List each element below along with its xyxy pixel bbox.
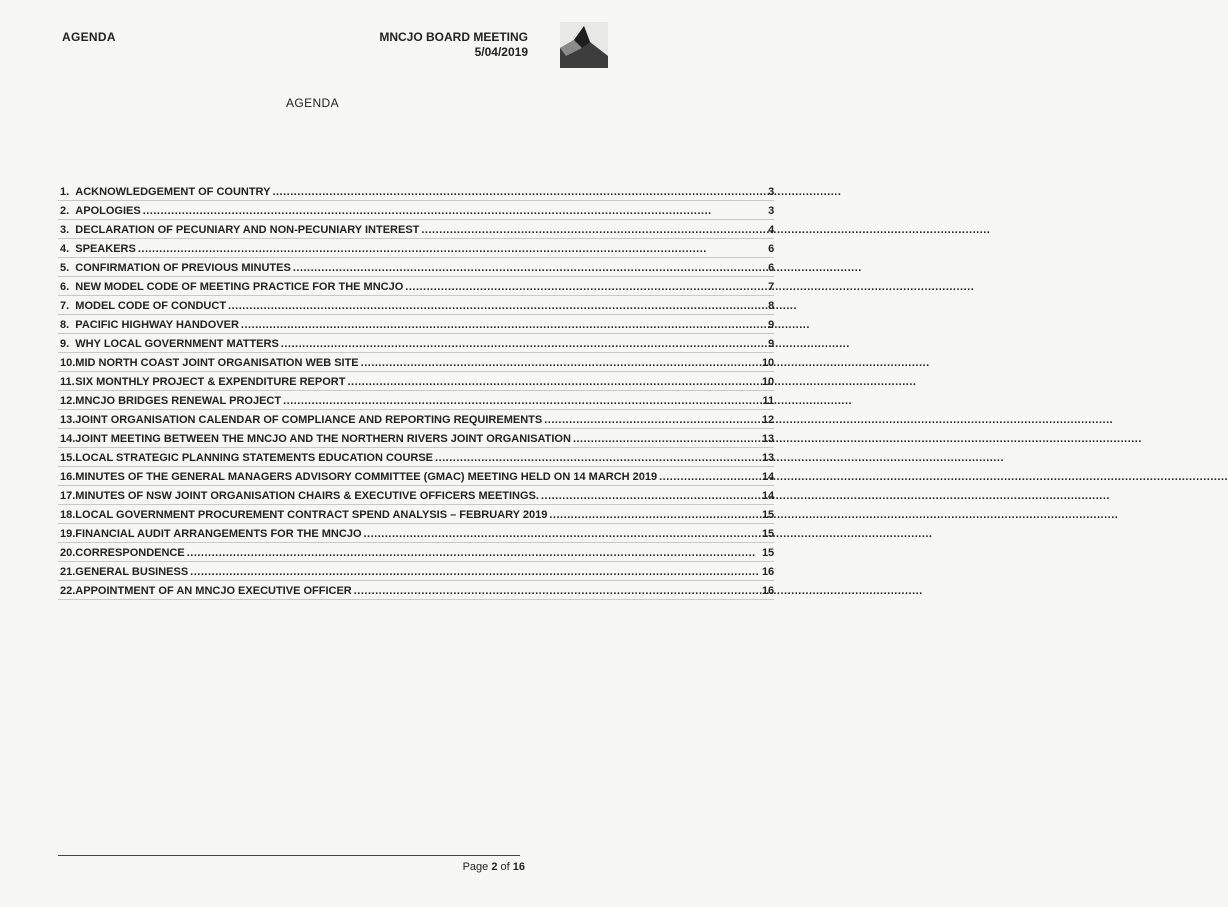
agenda-item-line (75, 395, 774, 407)
dot-leader (293, 262, 766, 274)
dot-leader (541, 490, 760, 502)
agenda-item-entry (75, 391, 774, 410)
agenda-item-number: 18. (58, 505, 75, 524)
agenda-item-entry (75, 429, 774, 448)
agenda-item (58, 524, 774, 543)
dot-leader (421, 224, 766, 236)
agenda-item (58, 562, 774, 581)
agenda-item (58, 467, 774, 486)
agenda-item-entry (75, 448, 774, 467)
agenda-item-entry (75, 182, 774, 201)
agenda-item (58, 391, 774, 410)
dot-leader (659, 471, 760, 483)
agenda-item-page: 6 (768, 243, 775, 255)
agenda-item-number: 7. (58, 296, 75, 315)
agenda-item-title: LOCAL GOVERNMENT PROCUREMENT CONTRACT SPEND ANALYSIS – FEBRUARY 2019 (75, 509, 548, 521)
agenda-item (58, 220, 774, 239)
agenda-item-entry (75, 296, 774, 315)
agenda-item-line (75, 490, 774, 502)
agenda-item-entry (75, 353, 774, 372)
agenda-item-title: FINANCIAL AUDIT ARRANGEMENTS FOR THE MNCJO (75, 528, 362, 540)
agenda-item-page: 15 (761, 547, 775, 559)
agenda-item-number: 4. (58, 239, 75, 258)
agenda-item-page: 10 (761, 357, 775, 369)
agenda-item-page: 12 (761, 414, 775, 426)
agenda-item-number: 3. (58, 220, 75, 239)
agenda-item-title: APOLOGIES (75, 205, 141, 217)
agenda-item-line (75, 186, 774, 198)
agenda-item-page: 11 (762, 395, 775, 407)
agenda-item-line (75, 262, 774, 274)
meeting-date: 5/04/2019 (474, 45, 528, 59)
page-number (463, 861, 525, 873)
agenda-item-number: 17. (58, 486, 75, 505)
agenda-item (58, 410, 774, 429)
dot-leader (405, 281, 766, 293)
mncjo-logo-icon (560, 22, 608, 68)
agenda-item-title: WHY LOCAL GOVERNMENT MATTERS (75, 338, 279, 350)
agenda-item-line (75, 281, 774, 293)
agenda-item-line (75, 452, 774, 464)
agenda-item-entry (75, 334, 774, 353)
agenda-item-page: 3 (768, 186, 775, 198)
agenda-item-number: 2. (58, 201, 75, 220)
dot-leader (187, 547, 760, 559)
agenda-item-page: 10 (761, 376, 775, 388)
agenda-item-page: 15 (761, 509, 775, 521)
agenda-item-line (75, 414, 774, 426)
total-pages: 16 (512, 861, 525, 873)
agenda-item-number: 22. (58, 581, 75, 600)
agenda-item-entry (75, 581, 774, 600)
agenda-item-line (75, 433, 774, 445)
agenda-item-number: 11. (58, 372, 75, 391)
agenda-item-page: 14 (761, 471, 775, 483)
agenda-item-title: SPEAKERS (75, 243, 136, 255)
header-right (379, 30, 528, 60)
dot-leader (272, 186, 766, 198)
current-page: 2 (491, 861, 498, 873)
agenda-item (58, 182, 774, 201)
agenda-item-number: 12. (58, 391, 75, 410)
agenda-item-line (75, 243, 774, 255)
agenda-item-title: APPOINTMENT OF AN MNCJO EXECUTIVE OFFICER (75, 585, 352, 597)
header-left-label: AGENDA (62, 30, 116, 44)
agenda-item-page: 15 (761, 528, 775, 540)
agenda-item (58, 353, 774, 372)
agenda-item-line (75, 471, 774, 483)
agenda-item-title: GENERAL BUSINESS (75, 566, 189, 578)
agenda-item-page: 3 (768, 205, 775, 217)
agenda-item-title: SIX MONTHLY PROJECT & EXPENDITURE REPORT (75, 376, 346, 388)
agenda-table (58, 182, 774, 600)
agenda-item-line (75, 547, 774, 559)
agenda-item-page: 8 (768, 300, 775, 312)
agenda-item-page: 16 (761, 585, 775, 597)
agenda-item-page: 4 (768, 224, 775, 236)
dot-leader (241, 319, 766, 331)
agenda-item-number: 20. (58, 543, 75, 562)
agenda-item-number: 10. (58, 353, 75, 372)
agenda-item-title: MNCJO BRIDGES RENEWAL PROJECT (75, 395, 282, 407)
page-of: of (497, 861, 513, 873)
agenda-item-line (75, 319, 774, 331)
agenda-item-page: 6 (768, 262, 775, 274)
agenda-item-number: 9. (58, 334, 75, 353)
agenda-item (58, 315, 774, 334)
footer-divider (58, 855, 520, 856)
agenda-item-entry (75, 239, 774, 258)
agenda-item-number: 16. (58, 467, 75, 486)
agenda-item-title: JOINT ORGANISATION CALENDAR OF COMPLIANCE AND REPORTING REQUIREMENTS (75, 414, 543, 426)
dot-leader (143, 205, 766, 217)
agenda-item-number: 19. (58, 524, 75, 543)
agenda-item-line (75, 585, 774, 597)
agenda-item-page: 9 (768, 319, 775, 331)
agenda-item-number: 21. (58, 562, 75, 581)
agenda-item-entry (75, 543, 774, 562)
agenda-item-entry (75, 277, 774, 296)
agenda-item (58, 429, 774, 448)
dot-leader (190, 566, 760, 578)
agenda-item-title: MID NORTH COAST JOINT ORGANISATION WEB SITE (75, 357, 359, 369)
agenda-item-line (75, 509, 774, 521)
agenda-item (58, 239, 774, 258)
dot-leader (573, 433, 760, 445)
agenda-item-page: 7 (768, 281, 775, 293)
agenda-item-line (75, 205, 774, 217)
dot-leader (361, 357, 760, 369)
agenda-item-title: CONFIRMATION OF PREVIOUS MINUTES (75, 262, 291, 274)
agenda-item-entry (75, 372, 774, 391)
agenda-item-entry (75, 562, 774, 581)
agenda-item-title: MINUTES OF THE GENERAL MANAGERS ADVISORY COMMITTEE (GMAC) MEETING HELD ON 14 MARCH 2019 (75, 471, 658, 483)
agenda-item-title: MODEL CODE OF CONDUCT (75, 300, 227, 312)
agenda-item (58, 258, 774, 277)
agenda-item (58, 448, 774, 467)
agenda-item-title: JOINT MEETING BETWEEN THE MNCJO AND THE NORTHERN RIVERS JOINT ORGANISATION (75, 433, 571, 445)
agenda-item-entry (75, 201, 774, 220)
dot-leader (354, 585, 760, 597)
agenda-item-entry (75, 220, 774, 239)
agenda-item (58, 296, 774, 315)
agenda-item-number: 13. (58, 410, 75, 429)
agenda-item (58, 372, 774, 391)
agenda-item-line (75, 224, 774, 236)
agenda-item (58, 334, 774, 353)
agenda-item (58, 543, 774, 562)
dot-leader (347, 376, 759, 388)
agenda-item-entry (75, 486, 774, 505)
agenda-item-page: 9 (768, 338, 775, 350)
page-title: AGENDA (285, 96, 340, 110)
dot-leader (281, 338, 766, 350)
agenda-item-line (75, 300, 774, 312)
dot-leader (283, 395, 760, 407)
agenda-item-number: 15. (58, 448, 75, 467)
agenda-item (58, 201, 774, 220)
meeting-name: MNCJO BOARD MEETING (379, 30, 528, 44)
dot-leader (364, 528, 760, 540)
agenda-item-title: CORRESPONDENCE (75, 547, 185, 559)
agenda-item-title: ACKNOWLEDGEMENT OF COUNTRY (75, 186, 271, 198)
agenda-item-entry (75, 315, 774, 334)
agenda-item (58, 505, 774, 524)
agenda-item-page: 13 (761, 452, 775, 464)
agenda-item-title: MINUTES OF NSW JOINT ORGANISATION CHAIRS & EXECUTIVE OFFICERS MEETINGS. (75, 490, 539, 502)
dot-leader (544, 414, 760, 426)
agenda-item-line (75, 357, 774, 369)
dot-leader (228, 300, 766, 312)
agenda-item-title: PACIFIC HIGHWAY HANDOVER (75, 319, 239, 331)
page-prefix: Page (462, 861, 492, 873)
agenda-item-line (75, 528, 774, 540)
agenda-item (58, 486, 774, 505)
agenda-item-entry (75, 410, 774, 429)
agenda-item-title: NEW MODEL CODE OF MEETING PRACTICE FOR THE MNCJO (75, 281, 404, 293)
agenda-item-title: DECLARATION OF PECUNIARY AND NON-PECUNIARY INTEREST (75, 224, 420, 236)
agenda-item (58, 581, 774, 600)
agenda-item-entry (75, 505, 774, 524)
agenda-item-page: 14 (761, 490, 775, 502)
agenda-item-number: 1. (58, 182, 75, 201)
agenda-item-number: 14. (58, 429, 75, 448)
dot-leader (138, 243, 766, 255)
agenda-item-entry (75, 258, 774, 277)
agenda-item-number: 5. (58, 258, 75, 277)
agenda-item-line (75, 338, 774, 350)
dot-leader (549, 509, 760, 521)
agenda-item (58, 277, 774, 296)
agenda-item-number: 6. (58, 277, 75, 296)
agenda-item-page: 16 (761, 566, 775, 578)
agenda-item-page: 13 (761, 433, 775, 445)
agenda-item-entry (75, 524, 774, 543)
agenda-item-entry (75, 467, 774, 486)
agenda-item-number: 8. (58, 315, 75, 334)
agenda-item-line (75, 566, 774, 578)
agenda-item-line (75, 376, 774, 388)
agenda-item-title: LOCAL STRATEGIC PLANNING STATEMENTS EDUCATION COURSE (75, 452, 434, 464)
dot-leader (435, 452, 760, 464)
